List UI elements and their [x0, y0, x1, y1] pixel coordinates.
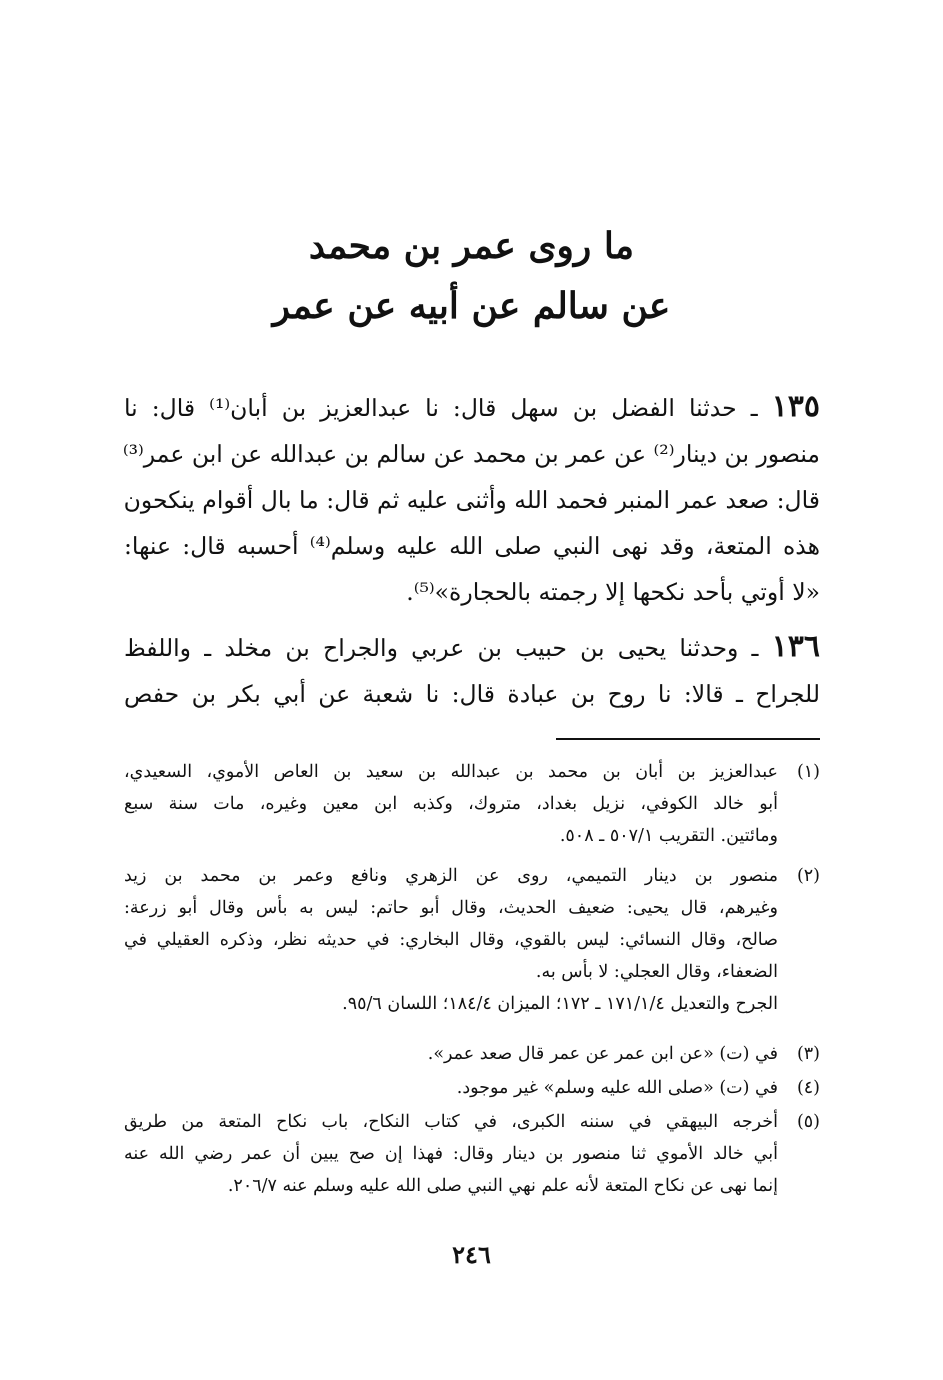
footnote-line: عبدالعزيز بن أبان بن محمد بن عبدالله بن سعيد بن العاص الأموي، السعيدي، [124, 762, 778, 782]
footnote-3 [124, 1038, 820, 1070]
footnote-5 [124, 1106, 820, 1202]
footnote-line: ومائتين. التقريب ٥٠٧/١ ـ ٥٠٨. [559, 826, 778, 846]
hadith-number: ١٣٦ [771, 629, 820, 664]
hadith-135-line-1 [124, 384, 820, 431]
footnote-4 [124, 1072, 820, 1104]
hadith-135-line-2: منصور بن دينار⁽²⁾ عن عمر بن محمد عن سالم بن عبدالله عن ابن عمر⁽³⁾ [122, 440, 820, 468]
hadith-136-line-2: للجراح ـ قالا: نا روح بن عبادة قال: نا شعبة عن أبي بكر بن حفص [124, 680, 820, 708]
footnote-line: إنما نهى عن نكاح المتعة لأنه علم نهي النبي صلى الله عليه وسلم عنه ٢٠٦/٧. [227, 1176, 778, 1196]
footnote-line: في (ت) «عن ابن عمر عن عمر قال صعد عمر». [427, 1044, 778, 1064]
footnote-marker: (٢) [796, 866, 820, 886]
hadith-135 [124, 384, 820, 615]
footnote-line: أبي خالد الأموي ثنا منصور بن دينار وقال: فهذا إن صح يبين أن عمر رضي الله عنه [124, 1144, 778, 1164]
footnote-line: في (ت) «صلى الله عليه وسلم» غير موجود. [456, 1078, 778, 1098]
footnote-line: صالح، وقال النسائي: ليس بالقوي، وقال البخاري: في حديثه نظر، وذكره العقيلي في [124, 930, 778, 950]
hadith-135-line-5: «لا أوتي بأحد نكحها إلا رجمته بالحجارة»⁽⁵⁾. [406, 578, 820, 606]
footnote-marker: (١) [796, 762, 820, 782]
hadith-135-line-4: هذه المتعة، وقد نهى النبي صلى الله عليه وسلم⁽⁴⁾ أحسبه قال: عنها: [124, 532, 820, 560]
footnote-1 [124, 756, 820, 852]
page-number: ٢٤٦ [452, 1240, 491, 1269]
footnote-marker: (٥) [796, 1112, 820, 1132]
footnote-line: أبو خالد الكوفي، نزيل بغداد، متروك، وكذبه ابن معين وغيره، مات سنة سبع [124, 794, 778, 814]
hadith-number: ١٣٥ [771, 389, 820, 424]
footnote-marker: (٤) [796, 1078, 820, 1098]
chapter-title-line-2: عن سالم عن أبيه عن عمر [272, 285, 671, 327]
hadith-136 [124, 624, 820, 717]
footnote-line: الضعفاء، وقال العجلي: لا بأس به. [535, 962, 778, 982]
footnote-line: منصور بن دينار التميمي، روى عن الزهري ونافع وعمر بن محمد بن زيد [124, 866, 778, 886]
hadith-text: ـ حدثنا الفضل بن سهل قال: نا عبدالعزيز بن أبان⁽¹⁾ قال: نا [124, 394, 758, 422]
footnote-2 [124, 860, 820, 1020]
hadith-135-line-3: قال: صعد عمر المنبر فحمد الله وأثنى عليه ثم قال: ما بال أقوام ينكحون [123, 486, 820, 514]
footnote-line: الجرح والتعديل ١٧١/١/٤ ـ ١٧٢؛ الميزان ١٨٤/٤؛ اللسان ٩٥/٦. [342, 994, 778, 1014]
footnote-separator [556, 738, 820, 740]
hadith-text: ـ وحدثنا يحيى بن حبيب بن عربي والجراح بن مخلد ـ واللفظ [124, 634, 759, 662]
chapter-title-line-1: ما روى عمر بن محمد [308, 225, 635, 267]
footnote-line: وغيرهم، قال يحيى: ضعيف الحديث، وقال أبو حاتم: ليس به بأس وقال أبو زرعة: [124, 898, 778, 918]
hadith-136-line-1 [124, 624, 820, 671]
footnote-line: أخرجه البيهقي في سننه الكبرى، في كتاب النكاح، باب نكاح المتعة من طريق [124, 1112, 778, 1132]
footnote-marker: (٣) [796, 1044, 820, 1064]
